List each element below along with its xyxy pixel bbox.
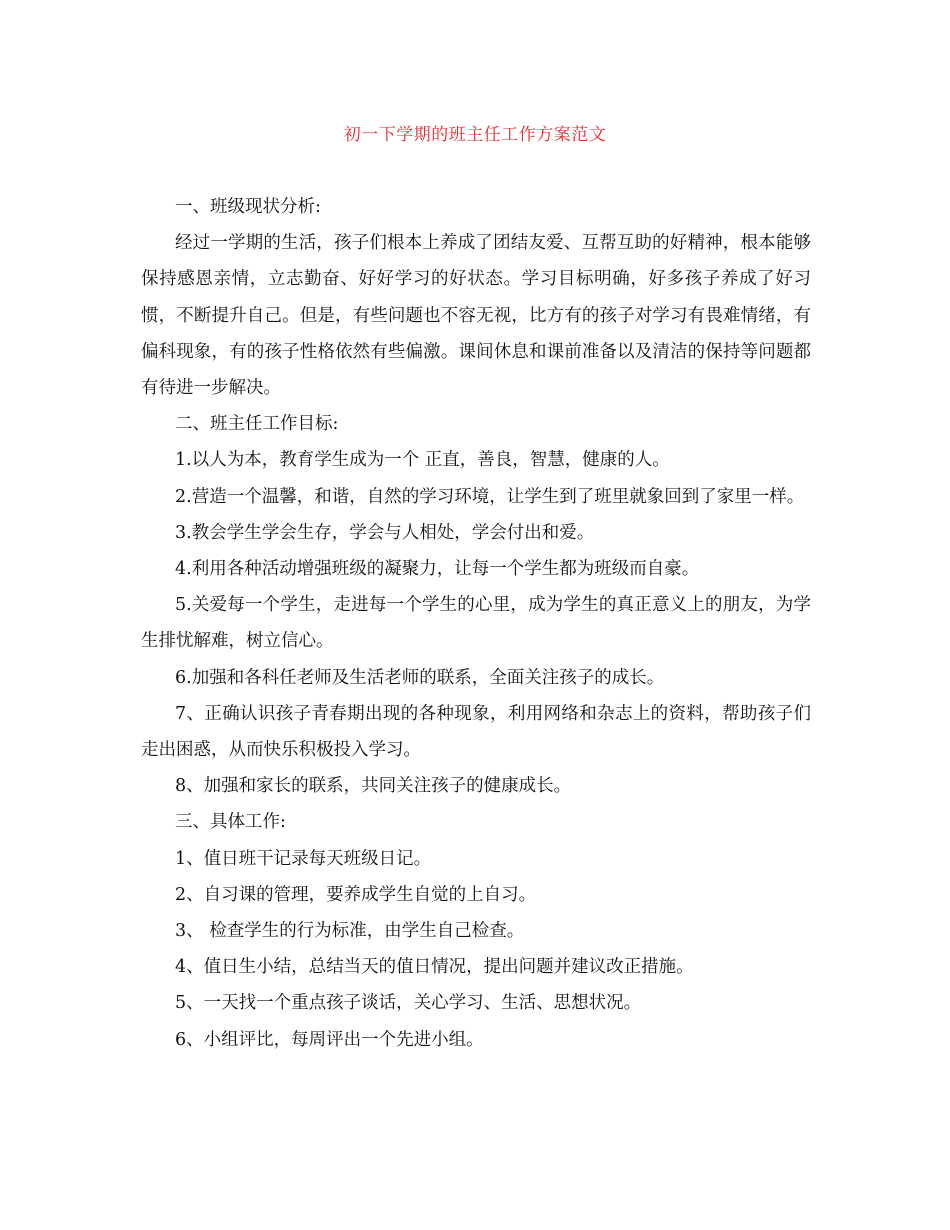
list-item: 3.教会学生学会生存，学会与人相处，学会付出和爱。 [175, 522, 595, 543]
document-body [141, 189, 811, 1058]
list-item: 5、一天找一个重点孩子谈话，关心学习、生活、思想状况。 [175, 993, 642, 1014]
list-item: 5.关爱每一个学生，走进每一个学生的心里，成为学生的真正意义上的朋友，为学生排忧解难，树立信心。 [141, 595, 811, 652]
list-item: 1、值日班干记录每天班级日记。 [175, 848, 432, 869]
section-heading: 二、班主任工作目标: [175, 414, 339, 435]
list-item: 3、 检查学生的行为标准，由学生自己检查。 [175, 921, 525, 942]
list-item: 7、正确认识孩子青春期出现的各种现象，利用网络和杂志上的资料，帮助孩子们走出困惑，从而快乐积极投入学习。 [141, 703, 811, 761]
document-title: 初一下学期的班主任工作方案范文 [343, 125, 607, 145]
list-item: 4.利用各种活动增强班级的凝聚力，让每一个学生都为班级而自豪。 [175, 559, 700, 580]
list-item: 2.营造一个温馨，和谐，自然的学习环境，让学生到了班里就象回到了家里一样。 [175, 486, 805, 507]
list-item: 6、小组评比，每周评出一个先进小组。 [175, 1029, 484, 1050]
list-item: 2、自习课的管理，要养成学生自觉的上自习。 [175, 884, 537, 905]
section-heading: 三、具体工作: [175, 812, 286, 833]
list-item: 1.以人为本，教育学生成为一个 正直，善良，智慧，健康的人。 [175, 450, 670, 471]
list-item: 4、值日生小结，总结当天的值日情况，提出问题并建议改正措施。 [175, 957, 694, 978]
list-item: 6.加强和各科任老师及生活老师的联系，全面关注孩子的成长。 [175, 667, 665, 688]
section-heading: 一、班级现状分析: [175, 197, 321, 217]
paragraph: 经过一学期的生活，孩子们根本上养成了团结友爱、互帮互助的好精神，根本能够保持感恩亲情，立志勤奋、好好学习的好状态。学习目标明确，好多孩子养成了好习惯，不断提升自己。但是，有些问题也不容无视，比方有的孩子对学习有畏难情绪，有偏科现象，有的孩子性格依然有些偏激。课间休息和课前准备以及清洁的保持等问题都有待进一步解决。 [141, 233, 811, 399]
list-item: 8、加强和家长的联系，共同关注孩子的健康成长。 [175, 776, 572, 797]
